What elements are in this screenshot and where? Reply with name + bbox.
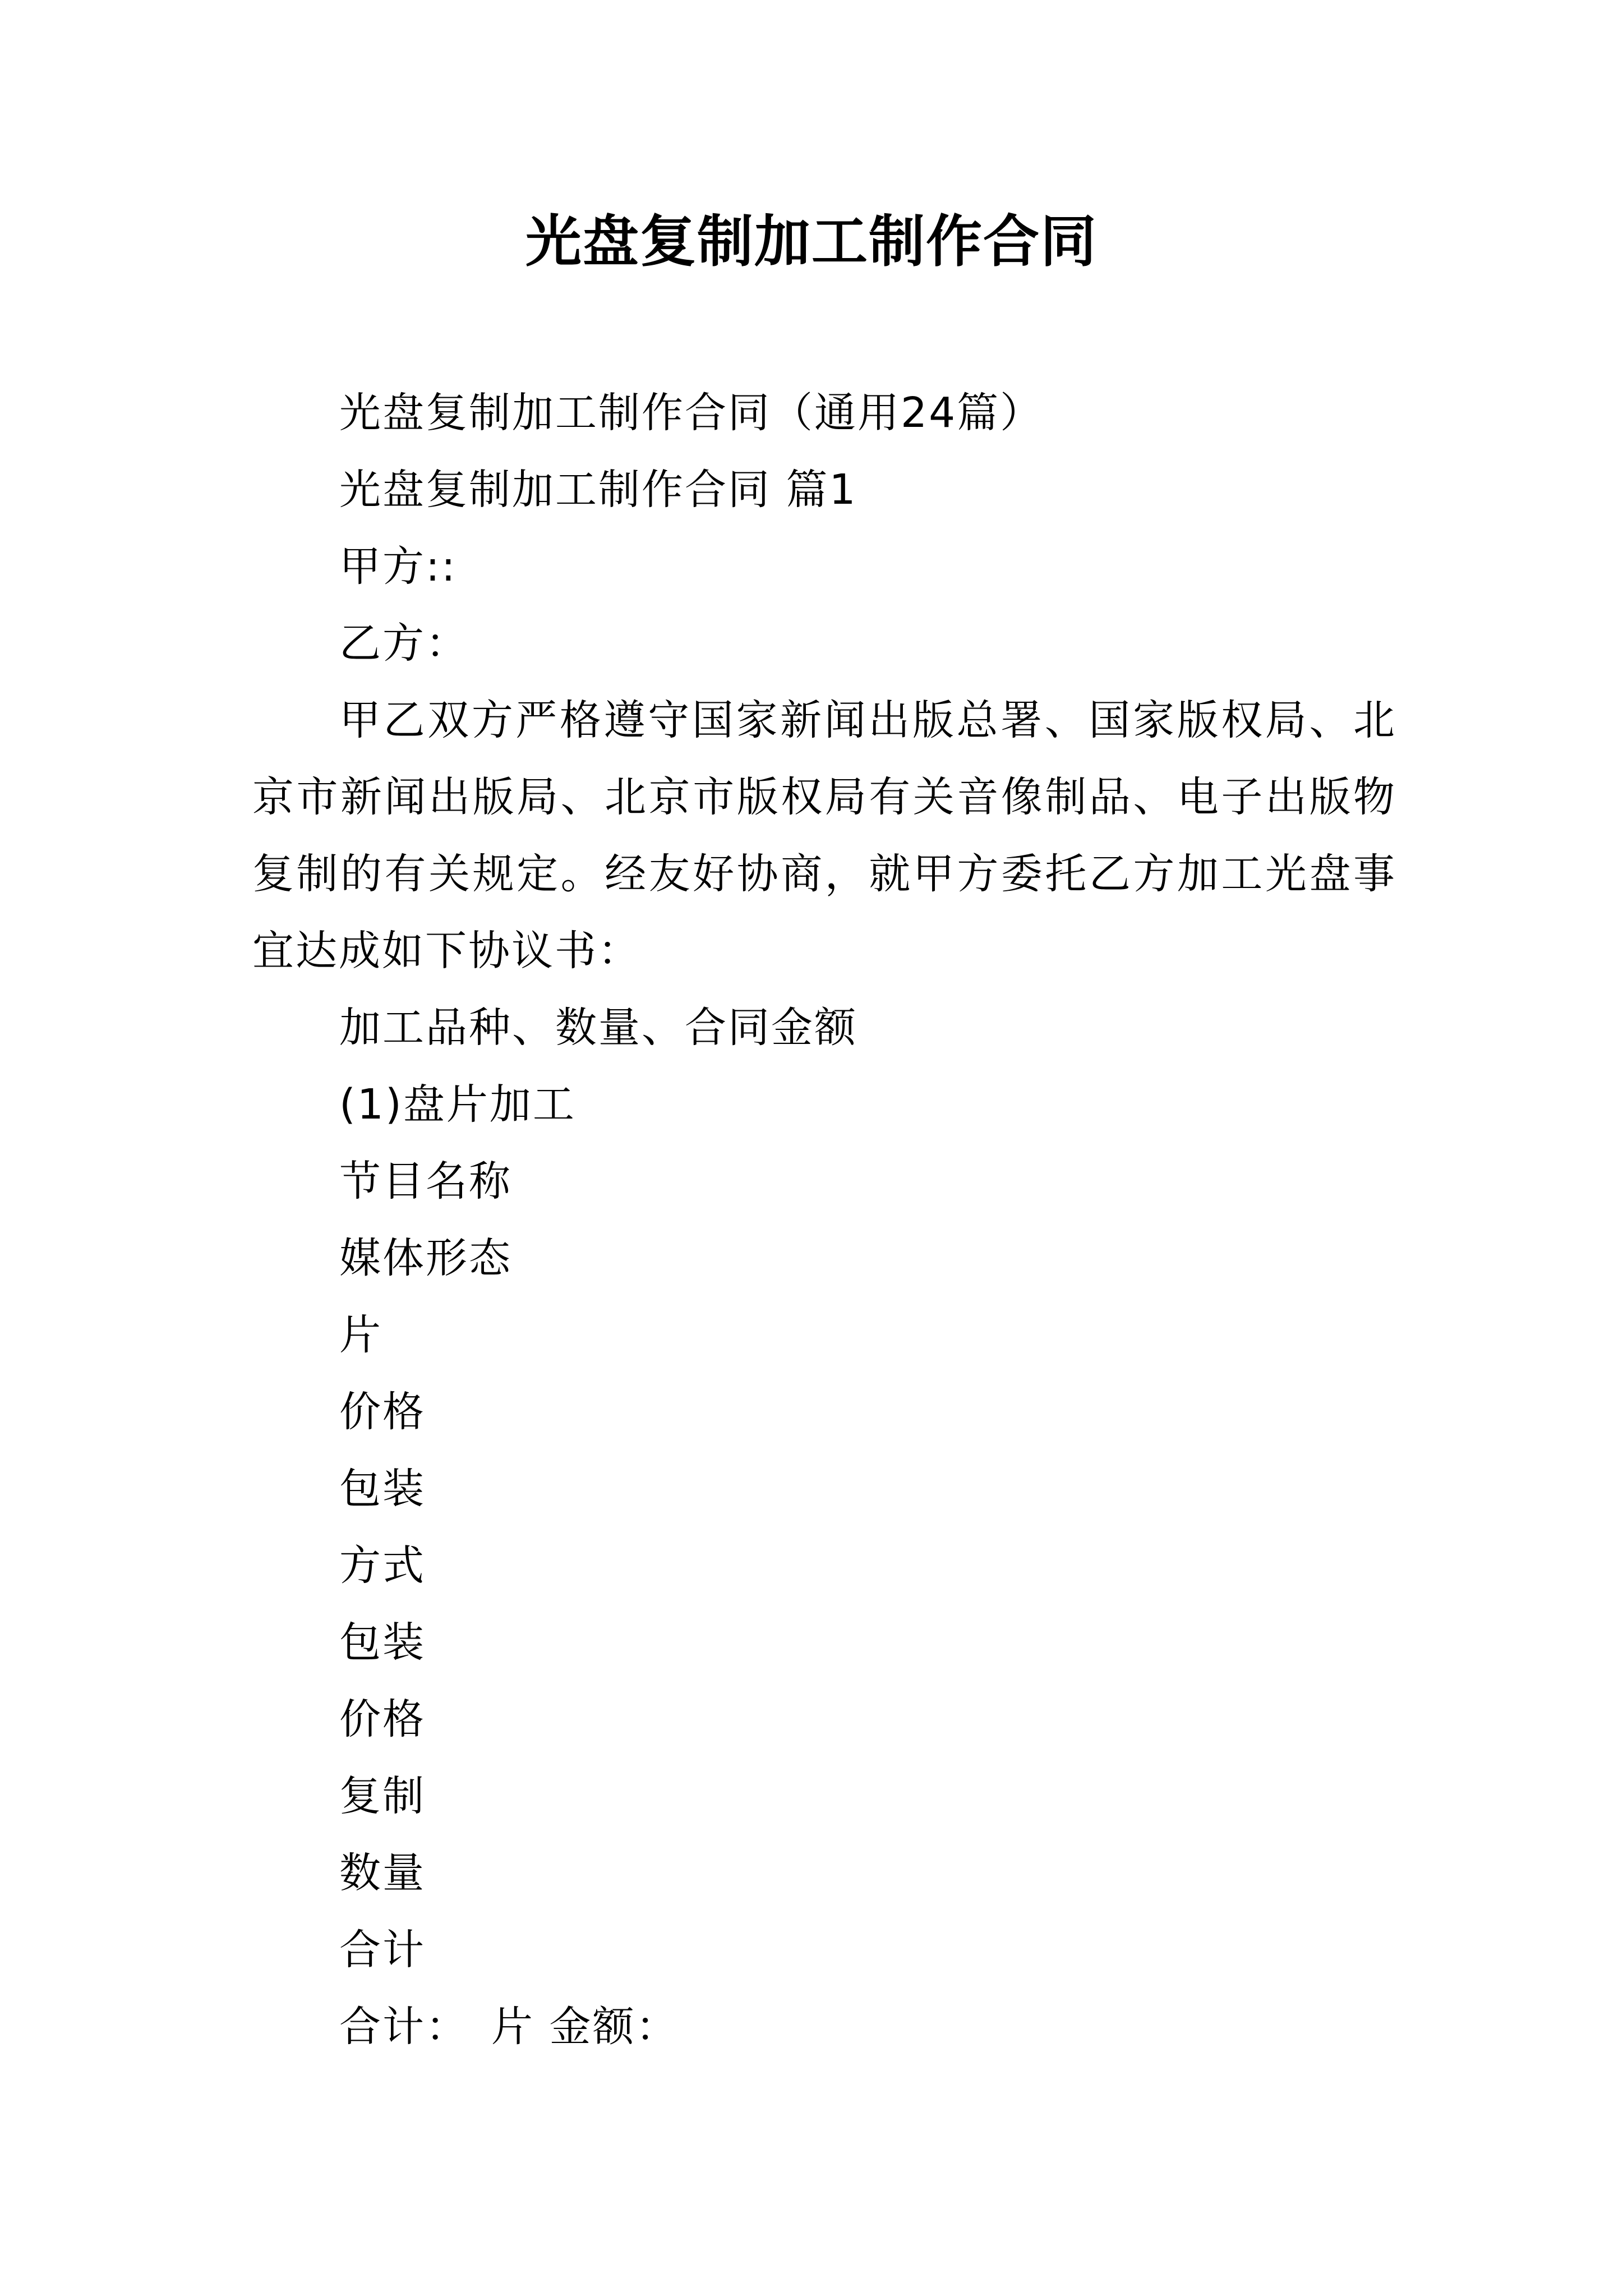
field-label: 媒体形态: [339, 1234, 512, 1282]
field-label: 方式: [339, 1542, 426, 1590]
clause-item: (1)盘片加工: [339, 1080, 576, 1129]
field-label: 合计: [339, 1926, 426, 1974]
field-label: 复制: [339, 1772, 426, 1820]
clause-heading: 加工品种、数量、合同金额: [339, 1004, 857, 1052]
subtitle-paragraph: 光盘复制加工制作合同（通用24篇）: [339, 389, 1044, 437]
field-label: 节目名称: [339, 1157, 512, 1205]
field-label: 包装: [339, 1618, 426, 1667]
field-label: 片: [339, 1311, 382, 1359]
document-title: 光盘复制加工制作合同: [525, 208, 1098, 274]
party-b-line: 乙方：: [339, 619, 469, 668]
field-label: 包装: [339, 1465, 426, 1513]
field-label: 价格: [339, 1388, 426, 1436]
document-body: [252, 375, 1396, 2065]
agreement-intro-paragraph: 甲乙双方严格遵守国家新闻出版总署、国家版权局、北京市新闻出版局、北京市版权局有关音像制品、电子出版物复制的有关规定。经友好协商，就甲方委托乙方加工光盘事宜达成如下协议书：: [252, 696, 1396, 975]
party-a-line: 甲方::: [339, 542, 457, 591]
section-heading: 光盘复制加工制作合同 篇1: [339, 466, 857, 514]
field-label: 价格: [339, 1695, 426, 1743]
total-line: 合计： 片 金额：: [339, 2003, 679, 2051]
field-label: 数量: [339, 1849, 426, 1897]
